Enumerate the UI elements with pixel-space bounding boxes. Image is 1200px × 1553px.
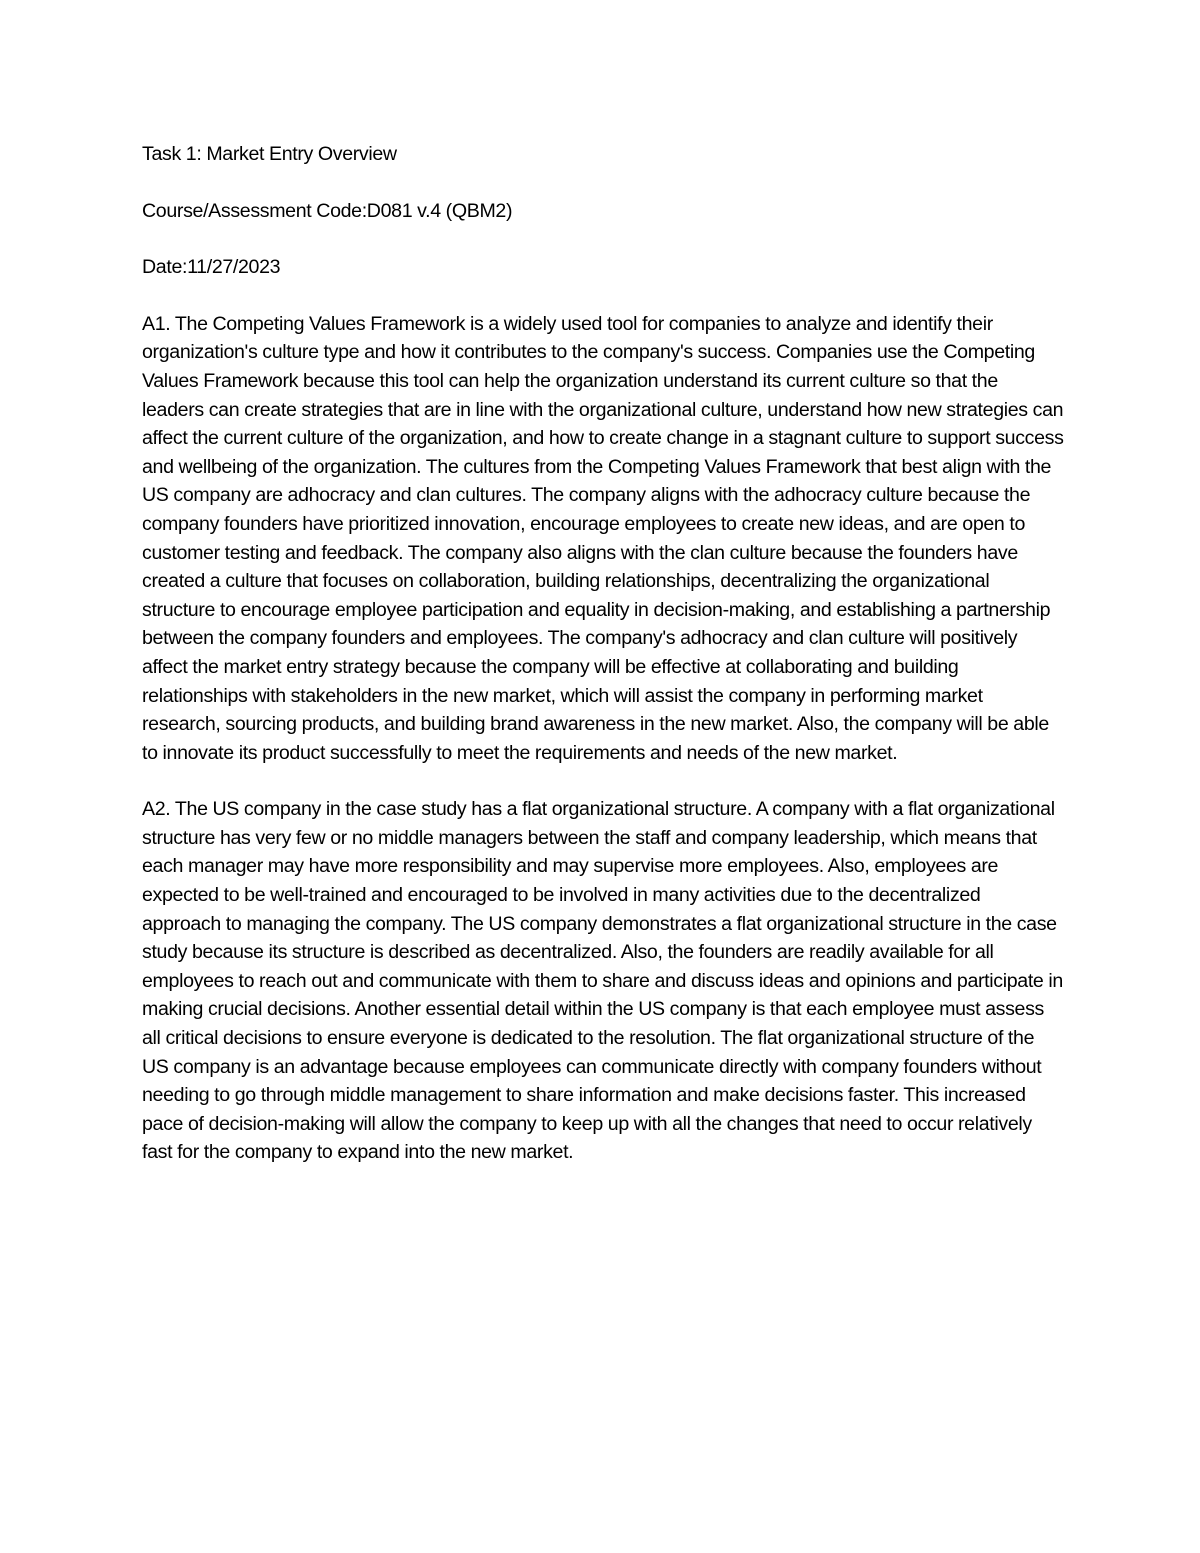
course-code: Course/Assessment Code:D081 v.4 (QBM2) — [142, 199, 513, 222]
document-date: Date:11/27/2023 — [142, 256, 281, 279]
document-body — [142, 140, 1064, 1195]
document-title: Task 1: Market Entry Overview — [142, 143, 397, 165]
paragraph-a1: A1. The Competing Values Framework is a widely used tool for companies to analyze and identify their organization's culture type and how it contributes to the company's success. Companies use the Competing Values Framework because this tool can help the organization understand its current culture so that the leaders can create strategies that are in line with the organizational culture, understand how new strategies can affect the current culture of the organization, and how to create change in a stagnant culture to support success and wellbeing of the organization. The cultures from the Competing Values Framework that best align with the US company are adhocracy and clan cultures. The company aligns with the adhocracy culture because the company founders have prioritized innovation, encourage employees to create new ideas, and are open to customer testing and feedback. The company also aligns with the clan culture because the founders have created a culture that focuses on collaboration, building relationships, decentralizing the organizational structure to encourage employee participation and equality in decision-making, and establishing a partnership between the company founders and employees. The company's adhocracy and clan culture will positively affect the market entry strategy because the company will be effective at collaborating and building relationships with stakeholders in the new market, which will assist the company in performing market research, sourcing products, and building brand awareness in the new market. Also, the company will be able to innovate its product successfully to meet the requirements and needs of the new market. — [142, 312, 1064, 764]
paragraph-a2: A2. The US company in the case study has a flat organizational structure. A company with a flat organizational structure has very few or no middle managers between the staff and company leadership, which means that each manager may have more responsibility and may supervise more employees. Also, employees are expected to be well-trained and encouraged to be involved in many activities due to the decentralized approach to managing the company. The US company demonstrates a flat organizational structure in the case study because its structure is described as decentralized. Also, the founders are readily available for all employees to reach out and communicate with them to share and discuss ideas and opinions and participate in making crucial decisions. Another essential detail within the US company is that each employee must assess all critical decisions to ensure everyone is dedicated to the resolution. The flat organizational structure of the US company is an advantage because employees can communicate directly with company founders without needing to go through middle management to share information and make decisions faster. This increased pace of decision-making will allow the company to keep up with all the changes that need to occur relatively fast for the company to expand into the new market. — [142, 798, 1063, 1164]
